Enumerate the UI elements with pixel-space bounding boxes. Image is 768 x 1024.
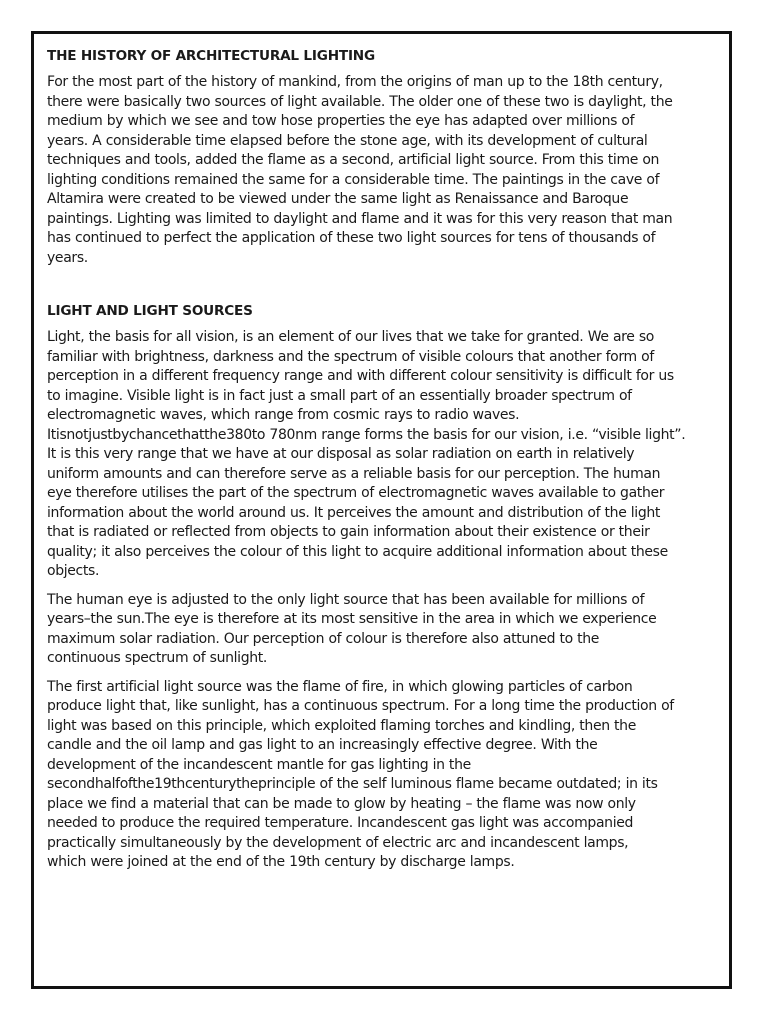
section-heading-history: THE HISTORY OF ARCHITECTURAL LIGHTING — [47, 48, 375, 64]
document-page — [31, 31, 732, 989]
section-divider-space — [47, 277, 717, 303]
section-heading-light-sources: LIGHT AND LIGHT SOURCES — [47, 303, 253, 319]
paragraph-artificial-light: The first artificial light source was the flame of fire, in which glowing particles of carbon produce light that, like sunlight, has a continuous spectrum. For a long time the production of light was based on this principle, which exploited flaming torches and kindling, then the candle and the oil lamp and gas light to an increasingly effective degree. With the development of the incandescent mantle for gas lighting in the secondhalfofthe19thcenturytheprinciple of the self luminous flame became outdated; in its place we find a material that can be made to glow by heating – the flame was now only needed to produce the required temperature. Incandescent gas light was accompanied practically simultaneously by the development of electric arc and incandescent lamps, which were joined at the end of the 19th century by discharge lamps. — [47, 678, 674, 870]
paragraph-history: For the most part of the history of mankind, from the origins of man up to the 18th century, there were basically two sources of light available. The older one of these two is daylight, the medium by which we see and tow hose properties the eye has adapted over millions of years. A considerable time elapsed before the stone age, with its development of cultural techniques and tools, added the flame as a second, artificial light source. From this time on lighting conditions remained the same for a considerable time. The paintings in the cave of Altamira were created to be viewed under the same light as Renaissance and Baroque paintings. Lighting was limited to daylight and flame and it was for this very reason that man has continued to perfect the application of these two light sources for tens of thousands of years. — [47, 74, 673, 266]
paragraph-human-eye: The human eye is adjusted to the only light source that has been available for millions of years–the sun.The eye is therefore at its most sensitive in the area in which we experience maximum solar radiation. Our perception of colour is therefore also attuned to the continuous spectrum of sunlight. — [47, 591, 657, 666]
paragraph-light-basis: Light, the basis for all vision, is an element of our lives that we take for granted. We are so familiar with brightness, darkness and the spectrum of visible colours that another form of perception in a different frequency range and with different colour sensitivity is difficult for us to imagine. Visible light is in fact just a small part of an essentially broader spectrum of electromagnetic waves, which range from cosmic rays to radio waves. Itisnotjustbychancethatthe380to 780nm range forms the basis for our vision, i.e. “visible light”. It is this very range that we have at our disposal as solar radiation on earth in relatively uniform amounts and can therefore serve as a reliable basis for our perception. The human eye therefore utilises the part of the spectrum of electromagnetic waves available to gather information about the world around us. It perceives the amount and distribution of the light that is radiated or reflected from objects to gain information about their existence or their quality; it also perceives the colour of this light to acquire additional information about these objects. — [47, 329, 686, 579]
